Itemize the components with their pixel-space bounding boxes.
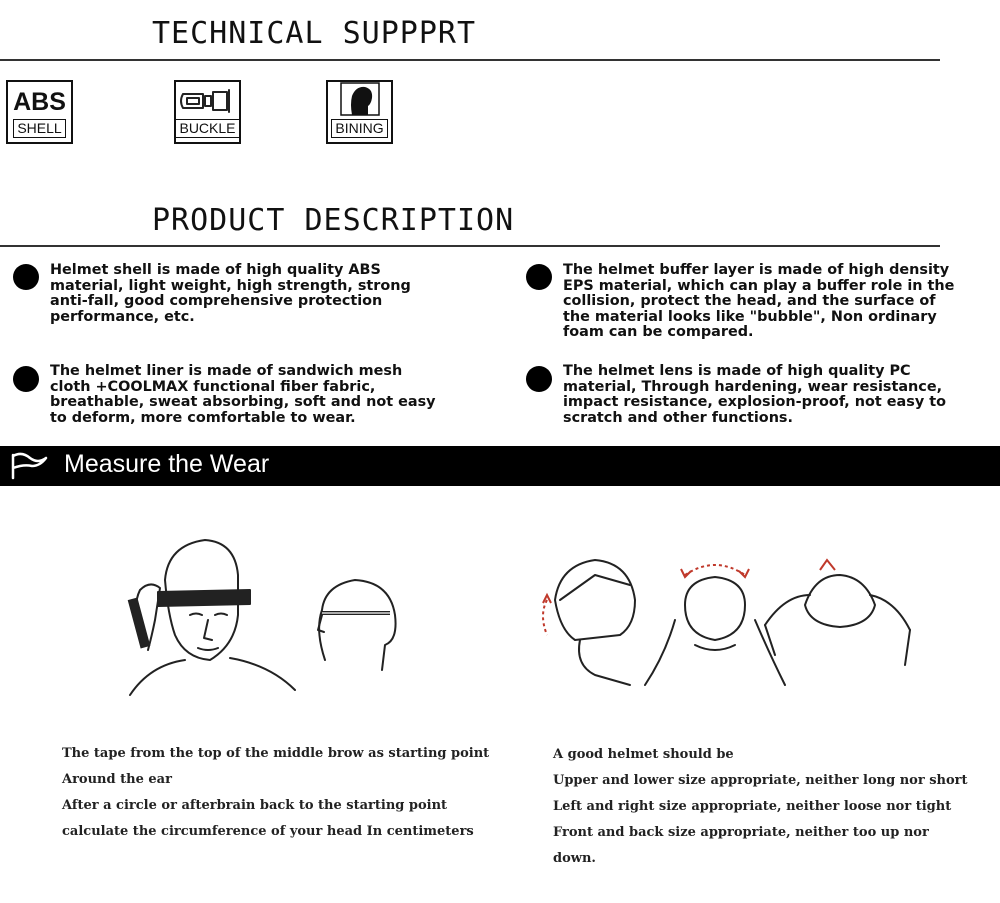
description-line: EPS material, which can play a buffer role in the (563, 277, 955, 294)
description-line: collision, protect the head, and the surface of (563, 293, 936, 310)
measure-instruction: After a circle or afterbrain back to the starting point (62, 798, 448, 813)
abs-shell-icon: ABS (13, 88, 66, 116)
fit-guideline: Upper and lower size appropriate, neither long nor short (553, 773, 968, 788)
description-line: The helmet buffer layer is made of high density (563, 262, 950, 278)
fit-guideline: down. (553, 851, 596, 866)
description-line: material, light weight, high strength, strong (50, 277, 411, 294)
description-lens (563, 364, 993, 426)
buckle-icon (179, 86, 237, 116)
product-description-title: PRODUCT DESCRIPTION (152, 203, 515, 238)
badge-abs-shell (6, 80, 73, 144)
badge-label: SHELL (13, 119, 65, 138)
bullet-icon (526, 264, 552, 290)
description-line: to deform, more comfortable to wear. (50, 409, 356, 426)
description-line: scratch and other functions. (563, 409, 793, 426)
bullet-icon (13, 366, 39, 392)
fit-guideline: A good helmet should be (553, 747, 734, 762)
description-line: foam can be compared. (563, 324, 754, 341)
description-shell (50, 263, 450, 325)
description-line: anti-fall, good comprehensive protection (50, 293, 383, 310)
description-buffer-layer (563, 263, 993, 341)
description-line: breathable, sweat absorbing, soft and not easy (50, 394, 436, 411)
description-line: performance, etc. (50, 308, 195, 325)
head-lining-icon (340, 82, 380, 116)
flag-icon (10, 452, 50, 480)
fit-guideline: Left and right size appropriate, neither loose nor tight (553, 799, 952, 814)
measure-banner (0, 446, 1000, 486)
head-measuring-illustration (110, 520, 410, 700)
technical-support-rule (0, 59, 940, 61)
badge-buckle (174, 80, 241, 144)
description-liner (50, 364, 450, 426)
measure-instruction: Around the ear (62, 772, 172, 787)
badge-label: BINING (331, 119, 387, 138)
fit-guideline: Front and back size appropriate, neither too up nor (553, 825, 929, 840)
description-line: cloth +COOLMAX functional fiber fabric, (50, 378, 376, 395)
helmet-fitting-illustration (535, 545, 925, 695)
product-description-rule (0, 245, 940, 247)
bullet-icon (526, 366, 552, 392)
description-line: The helmet lens is made of high quality PC (563, 363, 911, 379)
description-line: Helmet shell is made of high quality ABS (50, 262, 381, 278)
badge-bining (326, 80, 393, 144)
measure-instruction: The tape from the top of the middle brow as starting point (62, 746, 490, 761)
banner-title: Measure the Wear (64, 450, 270, 478)
measure-instruction: calculate the circumference of your head In centimeters (62, 824, 474, 839)
technical-support-title: TECHNICAL SUPPPRT (152, 16, 477, 51)
description-line: impact resistance, explosion-proof, not easy to (563, 394, 946, 411)
description-line: material, Through hardening, wear resistance, (563, 378, 943, 395)
description-line: The helmet liner is made of sandwich mesh (50, 363, 403, 379)
description-line: the material looks like "bubble", Non ordinary (563, 308, 937, 325)
bullet-icon (13, 264, 39, 290)
badge-label: BUCKLE (175, 119, 239, 138)
